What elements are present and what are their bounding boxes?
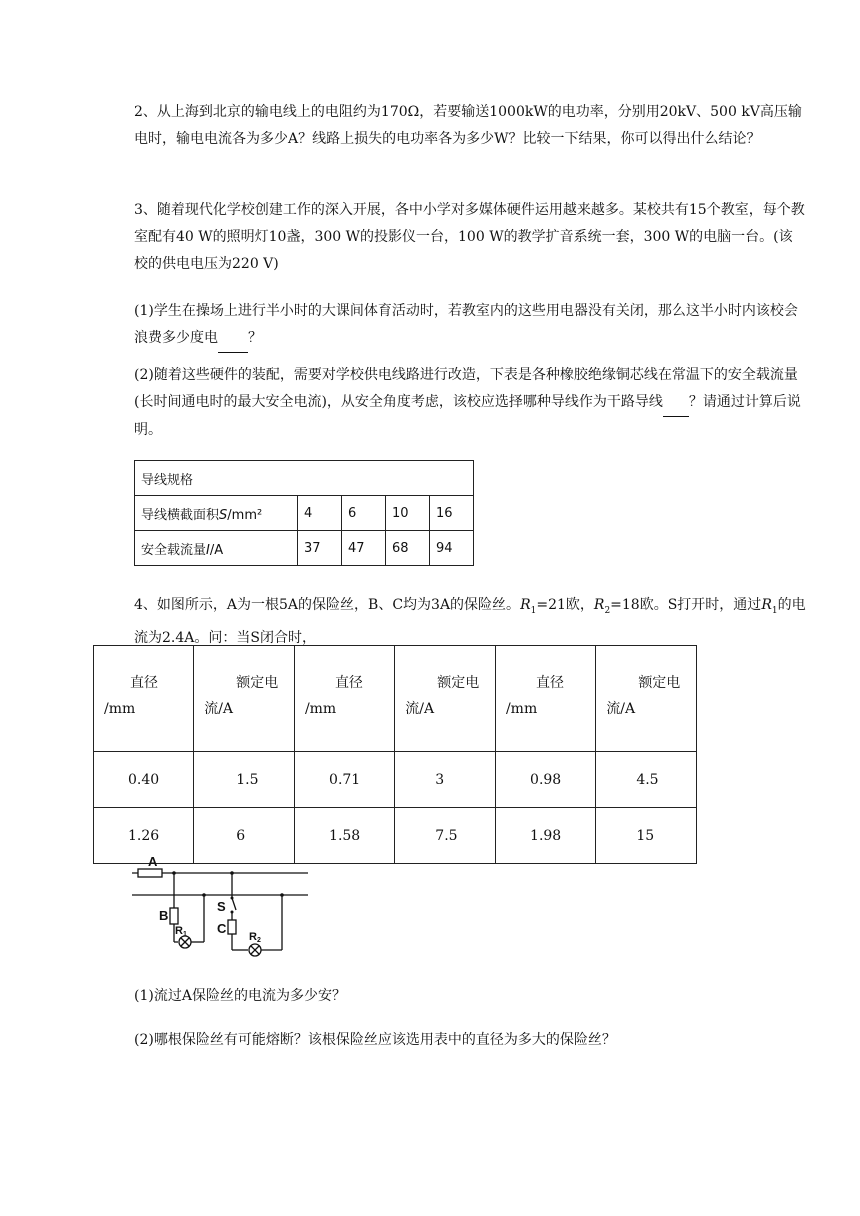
question-2-text: 2、从上海到北京的输电线上的电阻约为170Ω，若要输送1000kW的电功率，分别用20kV、500 kV高压输电时，输电电流各为多少A？线路上损失的电功率各为多少W？比较一下结果，你可以得出什么结论？ — [134, 104, 802, 147]
wire-current-label-text: 安全载流量 — [141, 542, 207, 558]
question-2 — [134, 99, 806, 153]
fuse-head-current-text: 额定电 — [638, 675, 681, 691]
question-4 — [134, 592, 806, 652]
wire-current-value: 68 — [386, 531, 430, 566]
r1-subscript: 1 — [530, 605, 537, 616]
label-s: S — [217, 899, 226, 914]
fuse-cell: 3 — [395, 752, 496, 808]
fuse-cell: 6 — [194, 808, 295, 864]
junction-dot — [202, 893, 206, 897]
fuse-head-current — [395, 646, 496, 752]
fuse-cell: 1.98 — [495, 808, 595, 864]
label-r2 — [249, 931, 261, 944]
fuse-head-current-text: 额定电 — [437, 675, 480, 691]
wire-area-var: S — [219, 507, 228, 523]
question-3-part-2-end: ？请通过计算后说明。 — [134, 394, 801, 438]
label-a: A — [148, 854, 158, 869]
wire-spec-table — [134, 460, 474, 566]
wire-area-value: 4 — [298, 496, 342, 531]
wire-current-label — [135, 531, 298, 566]
wire-area-label — [135, 496, 298, 531]
r2-symbol: R — [593, 597, 605, 613]
fuse-head-diameter-text: 直径 — [130, 675, 158, 691]
fuse-head-diameter-unit: /mm — [104, 701, 136, 717]
wire-area-value: 6 — [342, 496, 386, 531]
r2-subscript: 2 — [604, 605, 611, 616]
wire-area-value: 10 — [386, 496, 430, 531]
answer-blank — [218, 325, 248, 353]
wire-current-value: 94 — [430, 531, 474, 566]
fuse-head-current-text: 额定电 — [236, 675, 279, 691]
junction-dot — [172, 871, 176, 875]
label-b: B — [159, 908, 169, 923]
wire-current-value: 37 — [298, 531, 342, 566]
question-3-part-1-end: ？ — [248, 330, 262, 346]
wire-current-unit: /A — [209, 542, 224, 558]
fuse-a-icon — [138, 869, 162, 877]
label-c: C — [217, 921, 227, 936]
junction-dot — [280, 893, 284, 897]
wire-area-value: 16 — [430, 496, 474, 531]
r1-symbol: R — [761, 597, 772, 613]
fuse-head-current — [194, 646, 295, 752]
fuse-cell: 0.40 — [94, 752, 194, 808]
circuit-diagram — [130, 852, 310, 962]
fuse-cell: 7.5 — [395, 808, 496, 864]
question-4-text-b: 的电流为2.4A。问：当S闭合时， — [134, 597, 806, 646]
junction-dot — [230, 871, 234, 875]
fuse-head-current-unit: 流/A — [405, 701, 435, 717]
question-3-text: 3、随着现代化学校创建工作的深入开展，各中小学对多媒体硬件运用越来越多。某校共有15个教室，每个教室配有40 W的照明灯10盏，300 W的投影仪一台，100 W的教学扩音系统一套，300 W的电脑一台。(该校的供电电压为220 V) — [134, 202, 805, 272]
wire-table-title: 导线规格 — [135, 461, 474, 496]
r1-symbol: R — [520, 597, 531, 613]
fuse-table — [93, 645, 697, 864]
fuse-cell: 0.71 — [294, 752, 394, 808]
r1-value: =21欧， — [536, 597, 594, 613]
question-3-part-1-text: (1)学生在操场上进行半小时的大课间体育活动时，若教室内的这些用电器没有关闭，那么这半小时内该校会浪费多少度电 — [134, 303, 798, 346]
fuse-head-current — [596, 646, 697, 752]
question-3-part-1 — [134, 298, 806, 353]
label-r2-sub: 2 — [256, 937, 261, 944]
fuse-head-diameter — [94, 646, 194, 752]
fuse-b-icon — [170, 908, 178, 924]
fuse-c-icon — [228, 920, 236, 934]
fuse-cell: 1.26 — [94, 808, 194, 864]
switch-contact — [231, 897, 234, 900]
question-3-part-2-text: (2)随着这些硬件的装配，需要对学校供电线路进行改造，下表是各种橡胶绝缘铜芯线在常温下的安全载流量(长时间通电时的最大安全电流)，从安全角度考虑，该校应选择哪种导线作为干路导线 — [134, 367, 798, 410]
fuse-head-current-unit: 流/A — [606, 701, 636, 717]
fuse-head-diameter-text: 直径 — [535, 675, 564, 691]
label-r1-sub: 1 — [182, 931, 187, 938]
question-3-part-2 — [134, 362, 806, 444]
r1-subscript: 1 — [771, 605, 778, 616]
table-row — [94, 752, 697, 808]
question-4-part-2: (2)哪根保险丝有可能熔断？该根保险丝应该选用表中的直径为多大的保险丝？ — [134, 1032, 616, 1048]
fuse-cell: 1.5 — [194, 752, 295, 808]
switch-contact — [231, 911, 234, 914]
label-r1-letter: R — [175, 925, 183, 937]
fuse-head-diameter — [495, 646, 595, 752]
answer-blank — [663, 389, 689, 417]
wire-area-label-text: 导线横截面积 — [141, 507, 220, 523]
fuse-head-current-unit: 流/A — [204, 701, 234, 717]
fuse-head-diameter-text: 直径 — [334, 675, 363, 691]
fuse-cell: 1.58 — [294, 808, 394, 864]
question-3 — [134, 197, 806, 278]
fuse-head-diameter-unit: /mm — [304, 701, 337, 717]
wire-current-value: 47 — [342, 531, 386, 566]
fuse-cell: 15 — [596, 808, 697, 864]
label-r1 — [175, 925, 187, 938]
label-r2-letter: R — [249, 931, 257, 943]
wire-area-unit: /mm² — [227, 507, 263, 523]
r2-value: =18欧。S打开时，通过 — [610, 597, 762, 613]
fuse-cell: 0.98 — [495, 752, 595, 808]
wire-current-var: I — [206, 542, 210, 558]
question-4-part-1: (1)流过A保险丝的电流为多少安？ — [134, 988, 346, 1004]
fuse-cell: 4.5 — [596, 752, 697, 808]
fuse-head-diameter — [294, 646, 394, 752]
question-4-text-a: 4、如图所示，A为一根5A的保险丝，B、C均为3A的保险丝。 — [134, 597, 521, 613]
switch-s-icon — [232, 898, 236, 910]
fuse-head-diameter-unit: /mm — [505, 701, 538, 717]
